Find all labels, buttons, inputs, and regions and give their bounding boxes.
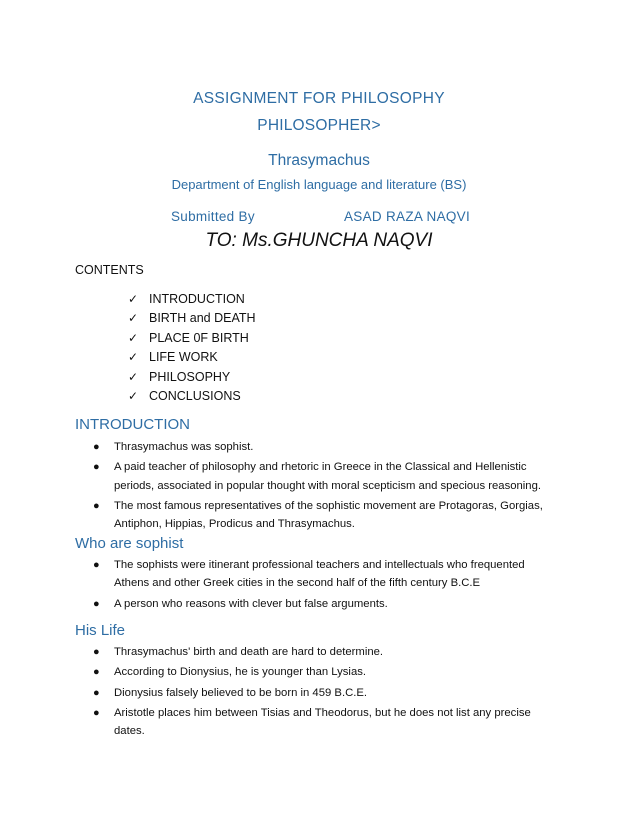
contents-item-label: LIFE WORK xyxy=(149,350,218,365)
bullet-icon: ● xyxy=(93,461,100,474)
contents-item xyxy=(128,309,256,329)
to-recipient: TO: Ms.GHUNCHA NAQVI xyxy=(205,230,433,251)
philosopher-label: PHILOSOPHER> xyxy=(257,117,381,134)
assignment-title: ASSIGNMENT FOR PHILOSOPHY xyxy=(193,90,445,107)
department-name: Department of English language and literature (BS) xyxy=(171,177,467,192)
submitted-by-label: Submitted By xyxy=(171,209,255,224)
list-item xyxy=(93,458,553,495)
introduction-bullets xyxy=(93,438,553,535)
bullet-icon: ● xyxy=(93,597,100,610)
list-item-text: Aristotle places him between Tisias and Theodorus, but he does not list any precise dates. xyxy=(114,706,531,738)
list-item-text: According to Dionysius, he is younger than Lysias. xyxy=(114,666,367,679)
contents-label: CONTENTS xyxy=(75,263,144,277)
bullet-icon: ● xyxy=(93,706,100,719)
who-are-sophist-heading: Who are sophist xyxy=(75,535,184,552)
contents-item xyxy=(128,367,256,387)
introduction-heading: INTRODUCTION xyxy=(75,416,190,433)
list-item xyxy=(93,663,553,681)
contents-list xyxy=(128,289,256,406)
contents-item-label: PLACE 0F BIRTH xyxy=(149,330,249,345)
check-icon: ✓ xyxy=(128,311,139,326)
philosopher-name: Thrasymachus xyxy=(268,152,370,169)
list-item-text: Thrasymachus was sophist. xyxy=(114,441,254,453)
list-item-text: A paid teacher of philosophy and rhetoric in Greece in the Classical and Hellenistic periods, associated in popular thought with moral scepticism and specious reasoning. xyxy=(114,461,542,492)
contents-item xyxy=(128,289,256,309)
list-item xyxy=(93,595,553,613)
list-item-text: Thrasymachus' birth and death are hard to determine. xyxy=(114,646,384,658)
contents-item xyxy=(128,328,256,348)
his-life-heading: His Life xyxy=(75,622,126,639)
bullet-icon: ● xyxy=(93,441,100,453)
list-item xyxy=(93,684,553,702)
contents-item-label: CONCLUSIONS xyxy=(149,389,241,404)
list-item xyxy=(93,556,553,593)
check-icon: ✓ xyxy=(128,369,139,384)
check-icon: ✓ xyxy=(128,389,139,404)
list-item xyxy=(93,438,553,456)
list-item-text: The sophists were itinerant professional teachers and intellectuals who frequented Athens and other Greek cities in the second half of the fifth century B.C.E xyxy=(114,559,525,590)
bullet-icon: ● xyxy=(93,686,100,699)
contents-item-label: PHILOSOPHY xyxy=(149,369,231,384)
contents-item xyxy=(128,348,256,368)
list-item-text: A person who reasons with clever but false arguments. xyxy=(114,597,388,610)
list-item-text: The most famous representatives of the sophistic movement are Protagoras, Gorgias, Antiphon, Hippias, Prodicus and Thrasymachus. xyxy=(114,499,543,531)
submitted-by-name: ASAD RAZA NAQVI xyxy=(344,209,471,224)
contents-item xyxy=(128,387,256,407)
his-life-bullets xyxy=(93,643,553,742)
contents-item-label: INTRODUCTION xyxy=(149,291,245,306)
check-icon: ✓ xyxy=(128,330,139,345)
bullet-icon: ● xyxy=(93,646,100,658)
bullet-icon: ● xyxy=(93,666,100,679)
check-icon: ✓ xyxy=(128,350,139,365)
bullet-icon: ● xyxy=(93,499,100,512)
bullet-icon: ● xyxy=(93,559,100,571)
list-item xyxy=(93,643,553,661)
list-item-text: Dionysius falsely believed to be born in 459 B.C.E. xyxy=(114,686,368,699)
list-item xyxy=(93,704,553,741)
check-icon: ✓ xyxy=(128,291,139,306)
list-item xyxy=(93,497,553,534)
who-are-sophist-bullets xyxy=(93,556,553,615)
contents-item-label: BIRTH and DEATH xyxy=(149,311,256,326)
